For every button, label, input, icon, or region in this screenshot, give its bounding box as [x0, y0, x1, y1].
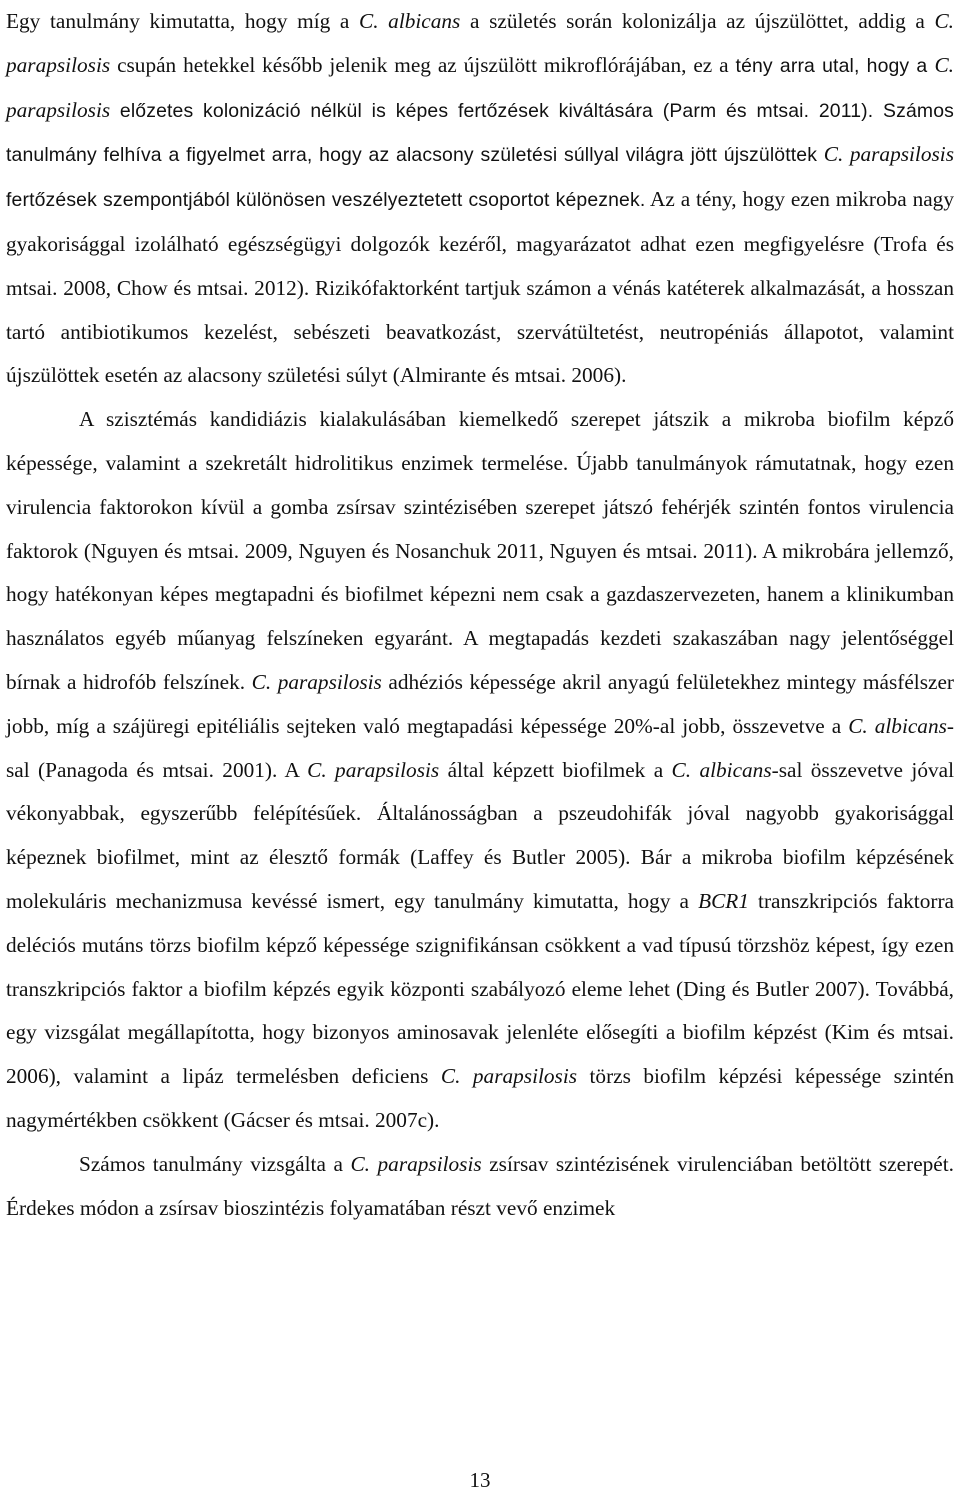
text-segment: zsírsav szintézisének virulenciában betöltött szerepét. Érdekes módon a zsírsav bioszintézis folyamatában részt vevő enzimek	[6, 1151, 954, 1220]
page-number: 13	[469, 1468, 491, 1492]
text-segment: A szisztémás kandidiázis kialakulásában kiemelkedő szerepet játszik a mikroba biofilm képző képessége, valamint a szekretált hidrolitikus enzimek termelése. Újabb tanulmányok rámutatnak, hogy ezen virulencia faktorokon kívül a gomba zsírsav szintézisében szerepet játszó fehérjék szintén fontos virulencia faktorok (Nguyen és mtsai. 2009, Nguyen és Nosanchuk 2011, Nguyen és mtsai. 2011). A mikrobára jellemző, hogy hatékonyan képes megtapadni és biofilmet képezni nem csak a gazdaszervezeten, hanem a klinikumban használatos egyéb műanyag felszíneken egyaránt. A megtapadás kezdeti szakaszában nagy jelentőséggel bírnak a hidrofób felszínek.	[6, 407, 954, 694]
species-name: C. parapsilosis	[307, 757, 440, 782]
species-name: C. albicans	[359, 9, 461, 33]
species-name: C. parapsilosis	[440, 1064, 578, 1089]
text-segment: -sal összevetve jóval vékonyabbak, egyszerűbb felépítésűek. Általánosságban a pszeudohifák jóval nagyobb gyakorisággal képeznek biofilmet, mint az élesztő formák (Laffey és Butler 2005). Bár a mikroba biofilm képzésének molekuláris mechanizmusa kevéssé ismert, egy tanulmány kimutatta, hogy a	[6, 757, 954, 913]
species-name: C. parapsilosis	[6, 9, 954, 77]
gene-name: BCR1	[698, 888, 749, 913]
text-segment: által képzett biofilmek a	[439, 757, 672, 782]
text-segment: Egy tanulmány kimutatta, hogy míg a	[6, 9, 359, 33]
species-name: C. parapsilosis	[350, 1151, 482, 1176]
text-segment: a születés során kolonizálja az újszülöttet, addig a	[460, 9, 935, 33]
document-page	[6, 0, 954, 1230]
text-segment-sans: előzetes kolonizáció nélkül is képes fertőzések kiváltására (Parm és mtsai. 2011). Számos tanulmány felhíva a figyelmet arra, hogy az alacsony születési súllyal világra jött újszülöttek	[6, 99, 954, 167]
text-segment: transzkripciós faktorra deléciós mutáns törzs biofilm képző képessége szignifikánsan csökkent a vad típusú törzshöz képest, így ezen transzkripciós faktor a biofilm képzés egyik központi szabályozó eleme lehet (Ding és Butler 2007). Továbbá, egy vizsgálat megállapította, hogy bizonyos aminosavak jelenléte elősegíti a biofilm képzést (Kim és mtsai. 2006), valamint a lipáz termelésben deficiens	[6, 888, 954, 1089]
paragraph-2	[6, 398, 954, 1143]
paragraph-1	[6, 0, 954, 398]
species-name: C. parapsilosis	[823, 142, 954, 167]
text-segment: adhéziós képessége akril anyagú felületekhez mintegy másfélszer jobb, míg a szájüregi epitéliális sejteken való megtapadási képessége 20%-al jobb, összevetve a	[6, 669, 954, 738]
text-segment: -sal (Panagoda és mtsai. 2001). A	[6, 713, 954, 782]
text-segment: Az a tény, hogy ezen mikroba nagy gyakorisággal izolálható egészségügyi dolgozók kezéről, magyarázatot adhat ezen megfigyelésre (Trofa és mtsai. 2008, Chow és mtsai. 2012). Rizikófaktorként tartjuk számon a vénás katéterek alkalmazását, a hosszan tartó antibiotikumos kezelést, sebészeti beavatkozást, szervátültetést, neutropéniás állapotot, valamint újszülöttek esetén az alacsony születési súlyt (Almirante és mtsai. 2006).	[6, 187, 954, 388]
text-segment: Számos tanulmány vizsgálta a	[79, 1151, 351, 1176]
text-segment: törzs biofilm képzési képessége szintén nagymértékben csökkent (Gácser és mtsai. 2007c).	[6, 1064, 954, 1132]
species-name: C. albicans	[671, 757, 772, 782]
species-name: C. parapsilosis	[6, 52, 954, 122]
text-segment-sans: tény arra utal, hogy a	[735, 54, 935, 77]
text-segment: csupán hetekkel később jelenik meg az újszülött mikroflórájában, ez a	[110, 52, 736, 77]
paragraph-3	[6, 1143, 954, 1231]
species-name: C. parapsilosis	[251, 669, 382, 694]
text-segment-sans: fertőzések szempontjából különösen veszélyeztetett csoportot képeznek.	[6, 189, 646, 212]
species-name: C. albicans	[848, 713, 947, 738]
